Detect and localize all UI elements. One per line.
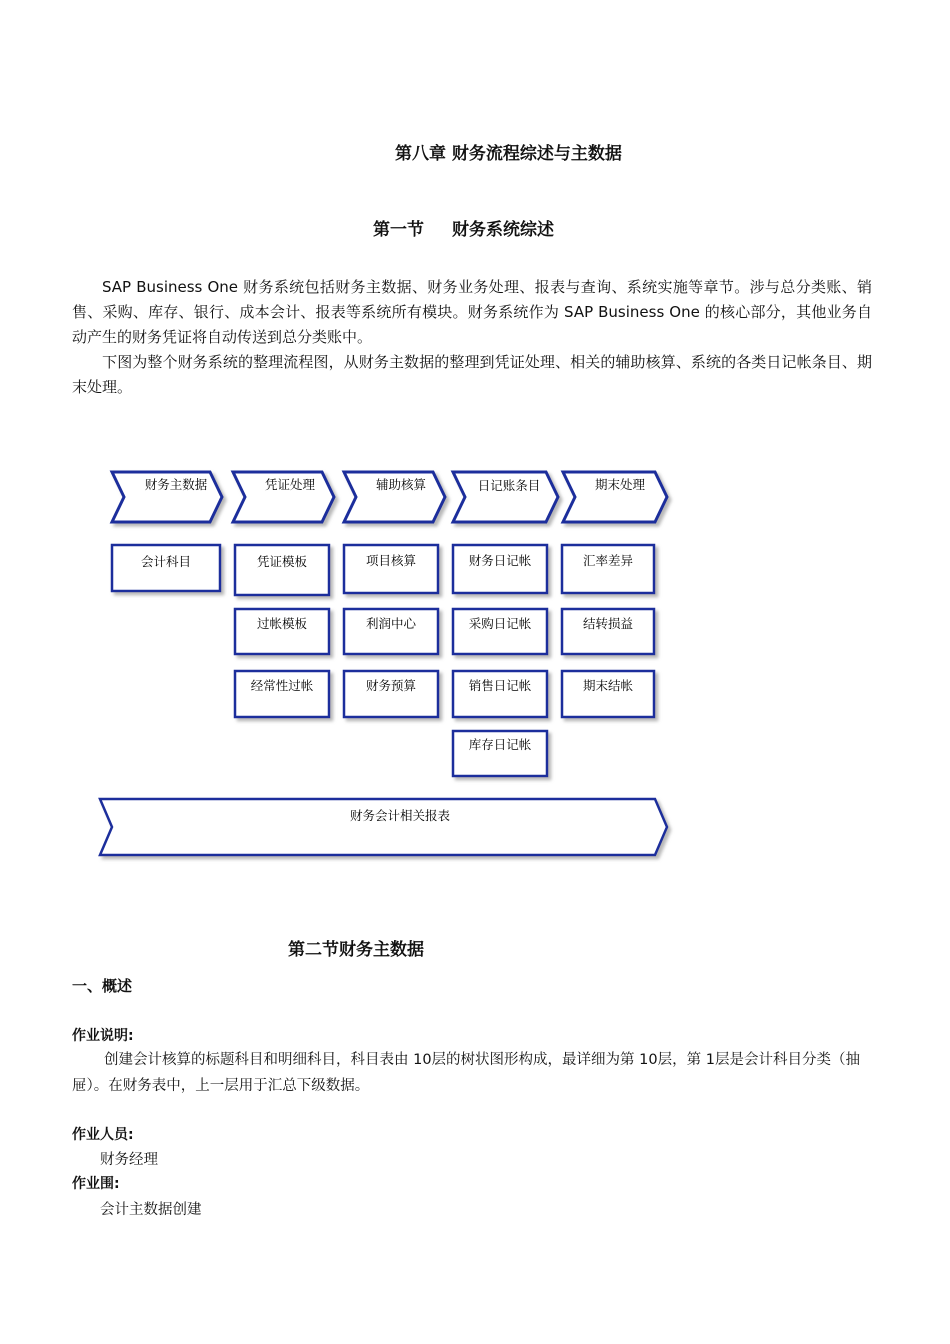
- item-label: 结转损益: [582, 616, 634, 631]
- item-box: [562, 609, 654, 654]
- section-name: 财务系统综述: [452, 220, 554, 240]
- scope-label: 作业围:: [72, 1176, 120, 1192]
- reports-label: 财务会计相关报表: [349, 808, 451, 823]
- item-box: [344, 545, 438, 593]
- item-label: 财务预算: [365, 678, 417, 693]
- item-label: 会计科目: [140, 554, 192, 569]
- section-label: 第一节: [373, 220, 424, 240]
- stage-chevron-2: [344, 472, 445, 522]
- personnel-value: 财务经理: [100, 1152, 158, 1168]
- item-label: 期末结帐: [582, 678, 634, 693]
- overview-heading: 一、概述: [72, 977, 133, 995]
- item-label: 财务日记帐: [468, 553, 532, 568]
- stage-chevron-3: [453, 472, 558, 522]
- work-description-label: 作业说明:: [72, 1028, 134, 1044]
- stage-label: 日记账条目: [477, 478, 541, 493]
- item-label: 库存日记帐: [468, 737, 532, 752]
- item-box: [453, 671, 547, 717]
- reports-chevron: [100, 799, 667, 855]
- item-box: [235, 609, 329, 654]
- item-box: [112, 545, 220, 591]
- paragraph-intro-text: SAP Business One 财务系统包括财务主数据、财务业务处理、报表与查询、系统实施等章节。涉与总分类账、销售、采购、库存、银行、成本会计、报表等系统所有模块。财务系统作为 SAP Business One 的核心部分，其他业务自动产生的财务凭证将自动传送到总分类账中。: [72, 278, 872, 346]
- personnel-label: 作业人员:: [72, 1127, 134, 1143]
- stage-label: 凭证处理: [264, 477, 316, 492]
- item-label: 过帐模板: [256, 616, 308, 631]
- item-box: [562, 671, 654, 717]
- item-box: [235, 671, 329, 717]
- item-box: [344, 609, 438, 654]
- item-label: 汇率差异: [582, 553, 634, 568]
- item-label: 项目核算: [365, 553, 417, 568]
- stage-label: 期末处理: [594, 477, 646, 492]
- work-description: [72, 1047, 872, 1099]
- paragraph-diagram-intro-text: 下图为整个财务系统的整理流程图，从财务主数据的整理到凭证处理、相关的辅助核算、系统的各类日记帐条目、期末处理。: [72, 353, 872, 396]
- item-box: [235, 545, 329, 595]
- item-label: 经常性过帐: [250, 678, 314, 693]
- work-description-text: 创建会计核算的标题科目和明细科目，科目表由 10层的树状图形构成，最详细为第 10层，第 1层是会计科目分类（抽屉）。在财务表中，上一层用于汇总下级数据。: [72, 1052, 860, 1094]
- item-label: 销售日记帐: [468, 678, 532, 693]
- stage-label: 财务主数据: [144, 477, 208, 492]
- item-box: [562, 545, 654, 593]
- item-box: [453, 545, 547, 593]
- item-box: [453, 609, 547, 654]
- item-label: 采购日记帐: [468, 616, 532, 631]
- scope-value: 会计主数据创建: [100, 1202, 202, 1218]
- item-label: 利润中心: [365, 616, 417, 631]
- item-box: [344, 671, 438, 717]
- chapter-title: 第八章 财务流程综述与主数据: [395, 144, 622, 164]
- section2-title: 第二节财务主数据: [288, 940, 424, 960]
- stage-chevron-4: [563, 472, 667, 522]
- item-box: [453, 731, 547, 776]
- stage-chevron-0: [112, 472, 222, 522]
- stage-chevron-1: [233, 472, 334, 522]
- stage-label: 辅助核算: [375, 477, 427, 492]
- item-label: 凭证模板: [256, 554, 308, 569]
